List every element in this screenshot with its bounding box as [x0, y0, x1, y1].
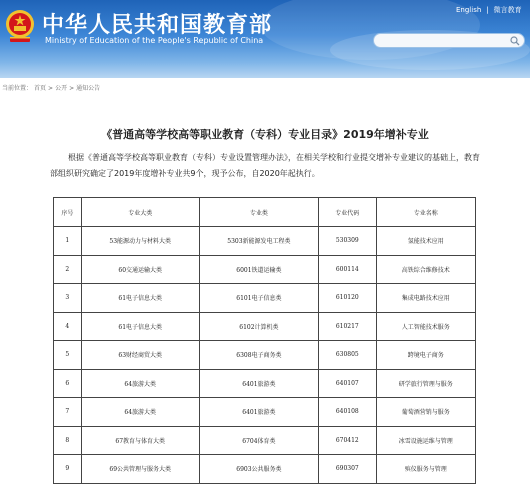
cell-code: 610120: [319, 284, 376, 313]
top-links: [456, 5, 522, 15]
cell-seq: 7: [54, 398, 82, 427]
cell-name: 跨境电子商务: [376, 341, 476, 370]
cell-name: 集成电路技术应用: [376, 284, 476, 313]
header-code: 专业代码: [319, 198, 376, 227]
header-name: 专业名称: [376, 198, 476, 227]
cell-class: 6102计算机类: [199, 312, 318, 341]
cell-category: 64旅游大类: [81, 398, 199, 427]
cell-name: 氢能技术应用: [376, 227, 476, 256]
cell-category: 64旅游大类: [81, 369, 199, 398]
cell-category: 61电子信息大类: [81, 284, 199, 313]
cell-class: 6308电子商务类: [199, 341, 318, 370]
table-row: [54, 227, 476, 256]
cell-name: 殡仪服务与管理: [376, 455, 476, 484]
header-class: 专业类: [199, 198, 318, 227]
cell-category: 53能源动力与材料大类: [81, 227, 199, 256]
cell-seq: 1: [54, 227, 82, 256]
cell-category: 67教育与体育大类: [81, 426, 199, 455]
cell-seq: 3: [54, 284, 82, 313]
breadcrumb: [2, 83, 102, 92]
header-category: 专业大类: [81, 198, 199, 227]
site-subtitle: Ministry of Education of the People's Republic of China: [45, 36, 264, 45]
cell-class: 6704体育类: [199, 426, 318, 455]
search-icon[interactable]: [510, 36, 520, 46]
breadcrumb-separator: >: [48, 85, 54, 92]
cell-seq: 4: [54, 312, 82, 341]
breadcrumb-item-public[interactable]: 公开: [55, 85, 68, 92]
cell-class: 6903公共服务类: [199, 455, 318, 484]
search-input[interactable]: [374, 42, 516, 53]
cell-class: 6401旅游类: [199, 369, 318, 398]
cell-seq: 9: [54, 455, 82, 484]
cell-category: 60交通运输大类: [81, 255, 199, 284]
table-row: [54, 255, 476, 284]
table-row: [54, 426, 476, 455]
cell-category: 61电子信息大类: [81, 312, 199, 341]
header-seq: 序号: [54, 198, 82, 227]
cell-code: 600114: [319, 255, 376, 284]
breadcrumb-label: 当前位置：: [2, 85, 33, 92]
site-header: [0, 0, 530, 78]
cell-name: 研学旅行管理与服务: [376, 369, 476, 398]
majors-table: [53, 197, 476, 484]
cell-class: 6101电子信息类: [199, 284, 318, 313]
table-row: [54, 398, 476, 427]
cell-seq: 5: [54, 341, 82, 370]
cell-category: 63财经商贸大类: [81, 341, 199, 370]
table-header-row: [54, 198, 476, 227]
cell-class: 6001铁道运输类: [199, 255, 318, 284]
breadcrumb-item-notices[interactable]: 通知公告: [76, 85, 101, 92]
cell-code: 640108: [319, 398, 376, 427]
table-row: [54, 284, 476, 313]
cell-code: 690307: [319, 455, 376, 484]
breadcrumb-item-home[interactable]: 首页: [34, 85, 47, 92]
english-link[interactable]: English: [456, 6, 482, 14]
table-row: [54, 369, 476, 398]
search-box[interactable]: [373, 33, 525, 48]
cell-code: 670412: [319, 426, 376, 455]
cell-seq: 2: [54, 255, 82, 284]
cell-code: 630805: [319, 341, 376, 370]
table-row: [54, 312, 476, 341]
cell-name: 冰雪设施运维与管理: [376, 426, 476, 455]
breadcrumb-separator: >: [69, 85, 75, 92]
article-intro: 根据《普通高等学校高等职业教育（专科）专业设置管理办法》，在相关学校和行业提交增补专业建议的基础上，教育部组织研究确定了2019年度增补专业共9个，现予公布，自2020年起执行。: [50, 153, 480, 178]
cell-name: 高铁综合维修技术: [376, 255, 476, 284]
cell-category: 69公共管理与服务大类: [81, 455, 199, 484]
cell-class: 5303新能源发电工程类: [199, 227, 318, 256]
site-title[interactable]: 中华人民共和国教育部: [42, 12, 273, 38]
national-emblem-icon: [4, 8, 36, 44]
cell-code: 610217: [319, 312, 376, 341]
cell-code: 640107: [319, 369, 376, 398]
table-row: [54, 341, 476, 370]
weiyan-link[interactable]: 微言教育: [493, 6, 522, 14]
cell-name: 葡萄酒营销与服务: [376, 398, 476, 427]
link-separator: |: [486, 6, 489, 14]
cell-code: 530309: [319, 227, 376, 256]
cell-name: 人工智能技术服务: [376, 312, 476, 341]
cell-seq: 8: [54, 426, 82, 455]
table-row: [54, 455, 476, 484]
cell-seq: 6: [54, 369, 82, 398]
article-title: 《普通高等学校高等职业教育（专科）专业目录》2019年增补专业: [101, 128, 429, 141]
cell-class: 6401旅游类: [199, 398, 318, 427]
